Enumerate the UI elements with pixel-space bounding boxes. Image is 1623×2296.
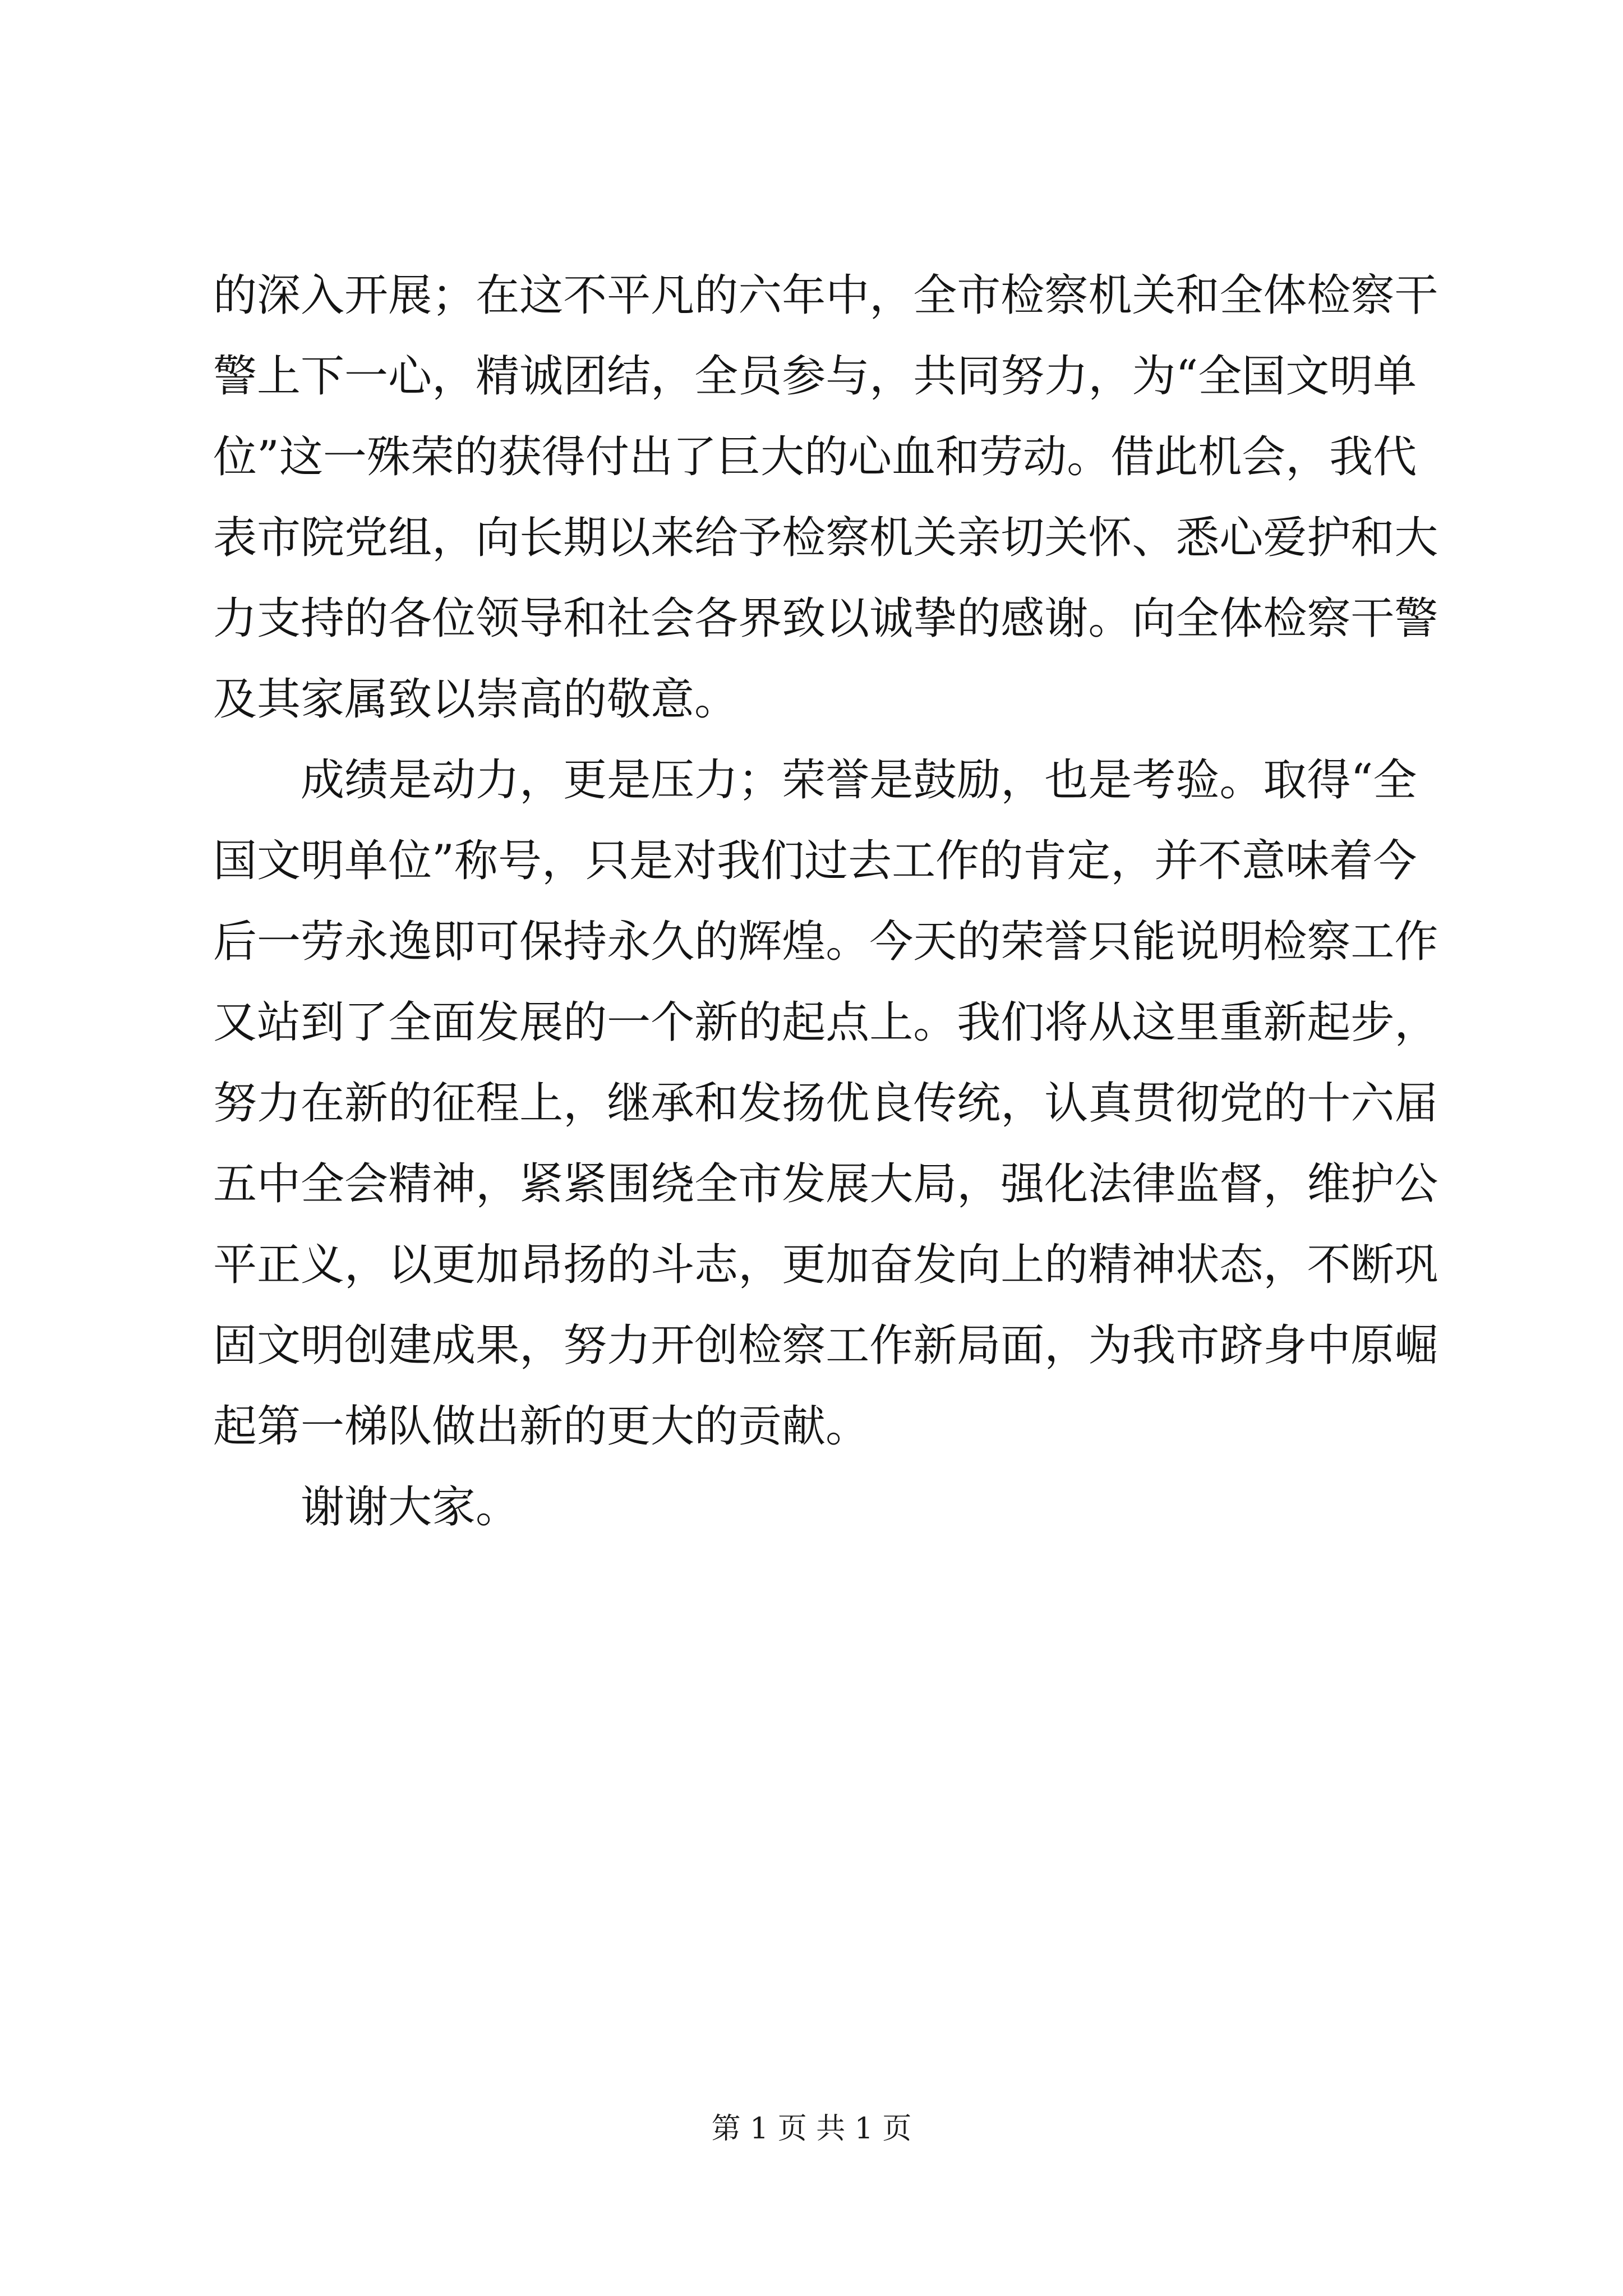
body-text <box>213 255 1438 1548</box>
paragraph-2-line-7: 平 正 义 ， 以 更 加 昂 扬 的 斗 志 ， 更 加 奋 发 向 上 的 精 神 状 态 ， 不 断 巩 <box>213 1240 1438 1290</box>
paragraph-2-line-9: 起第一梯队做出新的更大的贡献。 <box>213 1401 870 1452</box>
paragraph-3-line-1: 谢谢大家。 <box>301 1482 520 1533</box>
paragraph-1-line-2: 警 上 下 一 心 ， 精 诚 团 结 ， 全 员 参 与 ， 共 同 努 力 ， 为 “ 全 国 文 明 单 <box>213 351 1417 402</box>
paragraph-1-line-6: 及其家属致以崇高的敬意。 <box>213 674 739 725</box>
paragraph-2-line-5: 努 力 在 新 的 征 程 上 ， 继 承 和 发 扬 优 良 传 统 ， 认 真 贯 彻 党 的 十 六 届 <box>213 1078 1438 1129</box>
page-footer: 第 1 页 共 1 页 <box>711 2112 912 2146</box>
paragraph-2-line-2: 国 文 明 单 位 ” 称 号 ， 只 是 对 我 们 过 去 工 作 的 肯 定 ， 并 不 意 味 着 今 <box>213 836 1417 886</box>
paragraph-1-line-1: 的 深 入 开 展 ； 在 这 不 平 凡 的 六 年 中 ， 全 市 检 察 机 关 和 全 体 检 察 干 <box>213 270 1438 321</box>
paragraph-2-line-6: 五 中 全 会 精 神 ， 紧 紧 围 绕 全 市 发 展 大 局 ， 强 化 法 律 监 督 ， 维 护 公 <box>213 1159 1438 1209</box>
paragraph-2-line-1: 成 绩 是 动 力 ， 更 是 压 力 ； 荣 誉 是 鼓 励 ， 也 是 考 验 。 取 得 “ 全 <box>301 755 1417 806</box>
paragraph-2-line-3: 后 一 劳 永 逸 即 可 保 持 永 久 的 辉 煌 。 今 天 的 荣 誉 只 能 说 明 检 察 工 作 <box>213 917 1438 967</box>
paragraph-2-line-4: 又 站 到 了 全 面 发 展 的 一 个 新 的 起 点 上 。 我 们 将 从 这 里 重 新 起 步 ， <box>213 997 1438 1048</box>
paragraph-1-line-3: 位 ” 这 一 殊 荣 的 获 得 付 出 了 巨 大 的 心 血 和 劳 动 。 借 此 机 会 ， 我 代 <box>213 432 1417 482</box>
paragraph-1-line-4: 表 市 院 党 组 ， 向 长 期 以 来 给 予 检 察 机 关 亲 切 关 怀 、 悉 心 爱 护 和 大 <box>213 513 1438 563</box>
paragraph-2-line-8: 固 文 明 创 建 成 果 ， 努 力 开 创 检 察 工 作 新 局 面 ， 为 我 市 跻 身 中 原 崛 <box>213 1320 1438 1371</box>
paragraph-1-line-5: 力 支 持 的 各 位 领 导 和 社 会 各 界 致 以 诚 挚 的 感 谢 。 向 全 体 检 察 干 警 <box>213 593 1438 644</box>
